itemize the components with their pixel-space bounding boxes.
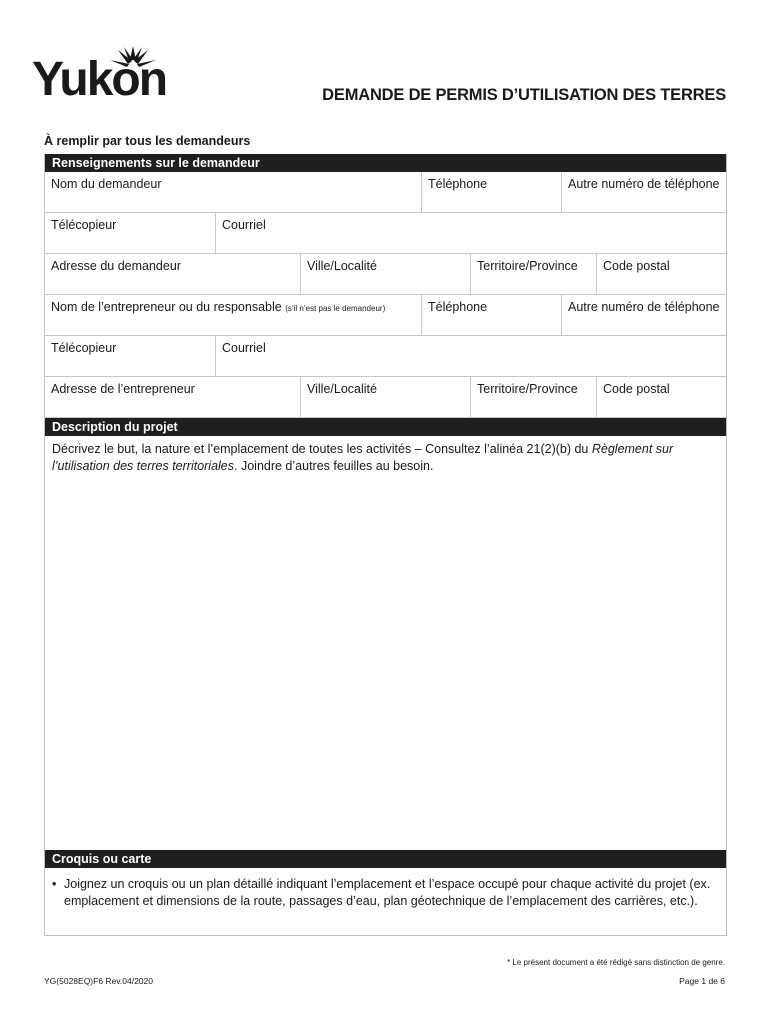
contractor-email-field[interactable] bbox=[215, 336, 726, 376]
yukon-logo bbox=[32, 46, 174, 106]
field-label: Téléphone bbox=[428, 300, 488, 314]
form-row bbox=[45, 377, 726, 418]
sketch-instruction bbox=[45, 868, 726, 936]
field-label: Courriel bbox=[222, 341, 266, 355]
form-row bbox=[45, 254, 726, 295]
field-label: Code postal bbox=[603, 259, 670, 273]
field-label: Adresse du demandeur bbox=[51, 259, 181, 273]
contractor-phone-field[interactable] bbox=[421, 295, 561, 335]
logo-wordmark: Yukon bbox=[32, 53, 167, 106]
sketch-bullet-text: Joignez un croquis ou un plan détaillé indiquant l’emplacement et l’espace occupé pour chaque activité du projet (ex. emplacement et dimensions de la route, passages d’eau, plan géotechnique de l’emplacement des carrières, etc.). bbox=[64, 877, 711, 908]
field-label: Courriel bbox=[222, 218, 266, 232]
applicant-alt-phone-field[interactable] bbox=[561, 172, 726, 212]
field-label: Télécopieur bbox=[51, 218, 117, 232]
contractor-city-field[interactable] bbox=[300, 377, 470, 417]
form-row bbox=[45, 213, 726, 254]
form-row bbox=[45, 336, 726, 377]
contractor-alt-phone-field[interactable] bbox=[561, 295, 726, 335]
section-heading-sketch: Croquis ou carte bbox=[45, 850, 726, 868]
field-label: Territoire/Province bbox=[477, 382, 578, 396]
section-heading-applicant: Renseignements sur le demandeur bbox=[45, 154, 726, 172]
applicant-fax-field[interactable] bbox=[45, 213, 215, 253]
field-label: Ville/Localité bbox=[307, 259, 377, 273]
gender-note: * Le présent document a été rédigé sans distinction de genre. bbox=[507, 958, 725, 967]
contractor-territory-field[interactable] bbox=[470, 377, 596, 417]
bullet-icon: • bbox=[52, 877, 57, 891]
instruction-text-end: . Joindre d’autres feuilles au besoin. bbox=[234, 459, 434, 473]
form-row bbox=[45, 172, 726, 213]
applicant-name-field[interactable] bbox=[45, 172, 421, 212]
field-label: Téléphone bbox=[428, 177, 488, 191]
contractor-address-field[interactable] bbox=[45, 377, 300, 417]
applicant-address-field[interactable] bbox=[45, 254, 300, 294]
form-code: YG(5028EQ)F6 Rev.04/2020 bbox=[44, 976, 153, 986]
page-title: DEMANDE DE PERMIS D’UTILISATION DES TERRES bbox=[322, 86, 726, 104]
section-heading-project: Description du projet bbox=[45, 418, 726, 436]
application-form bbox=[44, 154, 727, 936]
field-label: Adresse de l’entrepreneur bbox=[51, 382, 195, 396]
contractor-postal-field[interactable] bbox=[596, 377, 726, 417]
instruction-text: Décrivez le but, la nature et l’emplacement de toutes les activités – Consultez l’alinéa 21(2)(b) du bbox=[52, 442, 592, 456]
contractor-name-field[interactable] bbox=[45, 295, 421, 335]
applicant-postal-field[interactable] bbox=[596, 254, 726, 294]
project-description-field[interactable] bbox=[45, 436, 726, 850]
field-note: (s’il n’est pas le demandeur) bbox=[285, 304, 386, 313]
page-number: Page 1 de 6 bbox=[679, 976, 725, 986]
field-label: Code postal bbox=[603, 382, 670, 396]
contractor-fax-field[interactable] bbox=[45, 336, 215, 376]
regulation-title: Règlement sur l’utilisation des terres territoriales bbox=[52, 442, 674, 473]
field-label: Autre numéro de téléphone bbox=[568, 177, 720, 191]
field-label: Nom de l’entrepreneur ou du responsable bbox=[51, 300, 282, 314]
form-row bbox=[45, 295, 726, 336]
field-label: Ville/Localité bbox=[307, 382, 377, 396]
applicant-phone-field[interactable] bbox=[421, 172, 561, 212]
field-label: Télécopieur bbox=[51, 341, 117, 355]
field-label: Nom du demandeur bbox=[51, 177, 162, 191]
applicant-city-field[interactable] bbox=[300, 254, 470, 294]
applicant-email-field[interactable] bbox=[215, 213, 726, 253]
field-label: Autre numéro de téléphone bbox=[568, 300, 720, 314]
fill-note: À remplir par tous les demandeurs bbox=[44, 134, 251, 148]
applicant-territory-field[interactable] bbox=[470, 254, 596, 294]
field-label: Territoire/Province bbox=[477, 259, 578, 273]
